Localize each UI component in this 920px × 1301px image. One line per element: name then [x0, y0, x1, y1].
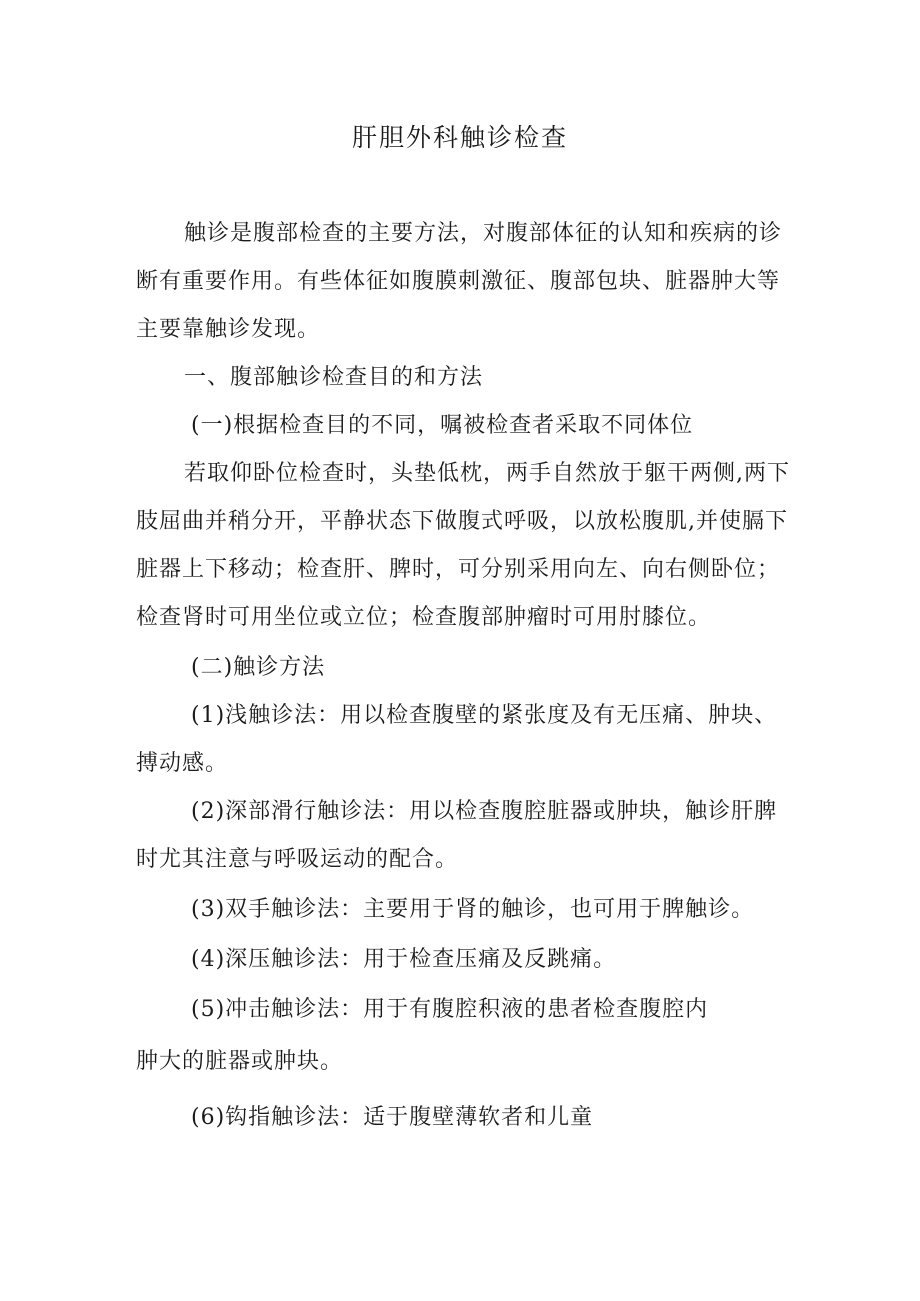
- paragraph-line: 断有重要作用。有些体征如腹膜刺激征、腹部包块、脏器肿大等: [136, 269, 781, 294]
- list-item-line: (5)冲击触诊法：用于有腹腔积液的患者检查腹腔内: [191, 997, 709, 1022]
- paragraph-line: 检查肾时可用坐位或立位；检查腹部肿瘤时可用肘膝位。: [136, 605, 712, 630]
- paragraph-line: 主要靠触诊发现。: [136, 317, 321, 342]
- list-item-line: 肿大的脏器或肿块。: [136, 1049, 344, 1074]
- list-item-line: 时尤其注意与呼吸运动的配合。: [136, 847, 459, 872]
- paragraph-line: 脏器上下移动；检查肝、脾时，可分别采用向左、向右侧卧位；: [136, 557, 781, 582]
- paragraph-line: 触诊是腹部检查的主要方法，对腹部体征的认知和疾病的诊: [184, 221, 783, 246]
- subsection-heading: (二)触诊方法: [191, 655, 326, 680]
- list-item-line: (2)深部滑行触诊法：用以检查腹腔脏器或肿块，触诊肝脾: [191, 799, 778, 824]
- list-item-line: (6)钩指触诊法：适于腹壁薄软者和儿童: [191, 1105, 594, 1130]
- subsection-heading: (一)根据检查目的不同，嘱被检查者采取不同体位: [191, 413, 694, 438]
- list-item-line: 搏动感。: [136, 751, 229, 776]
- list-item-line: (1)浅触诊法：用以检查腹壁的紧张度及有无压痛、肿块、: [191, 703, 778, 728]
- list-item-line: (3)双手触诊法：主要用于肾的触诊，也可用于脾触诊。: [191, 897, 755, 922]
- paragraph-line: 若取仰卧位检查时，头垫低枕，两手自然放于躯干两侧,两下: [184, 461, 790, 486]
- paragraph-line: 肢屈曲并稍分开，平静状态下做腹式呼吸，以放松腹肌,并使膈下: [136, 509, 788, 534]
- section-heading: 一、腹部触诊检查目的和方法: [184, 365, 484, 390]
- list-item-line: (4)深压触诊法：用于检查压痛及反跳痛。: [191, 947, 617, 972]
- document-title: 肝胆外科触诊检查: [351, 123, 568, 152]
